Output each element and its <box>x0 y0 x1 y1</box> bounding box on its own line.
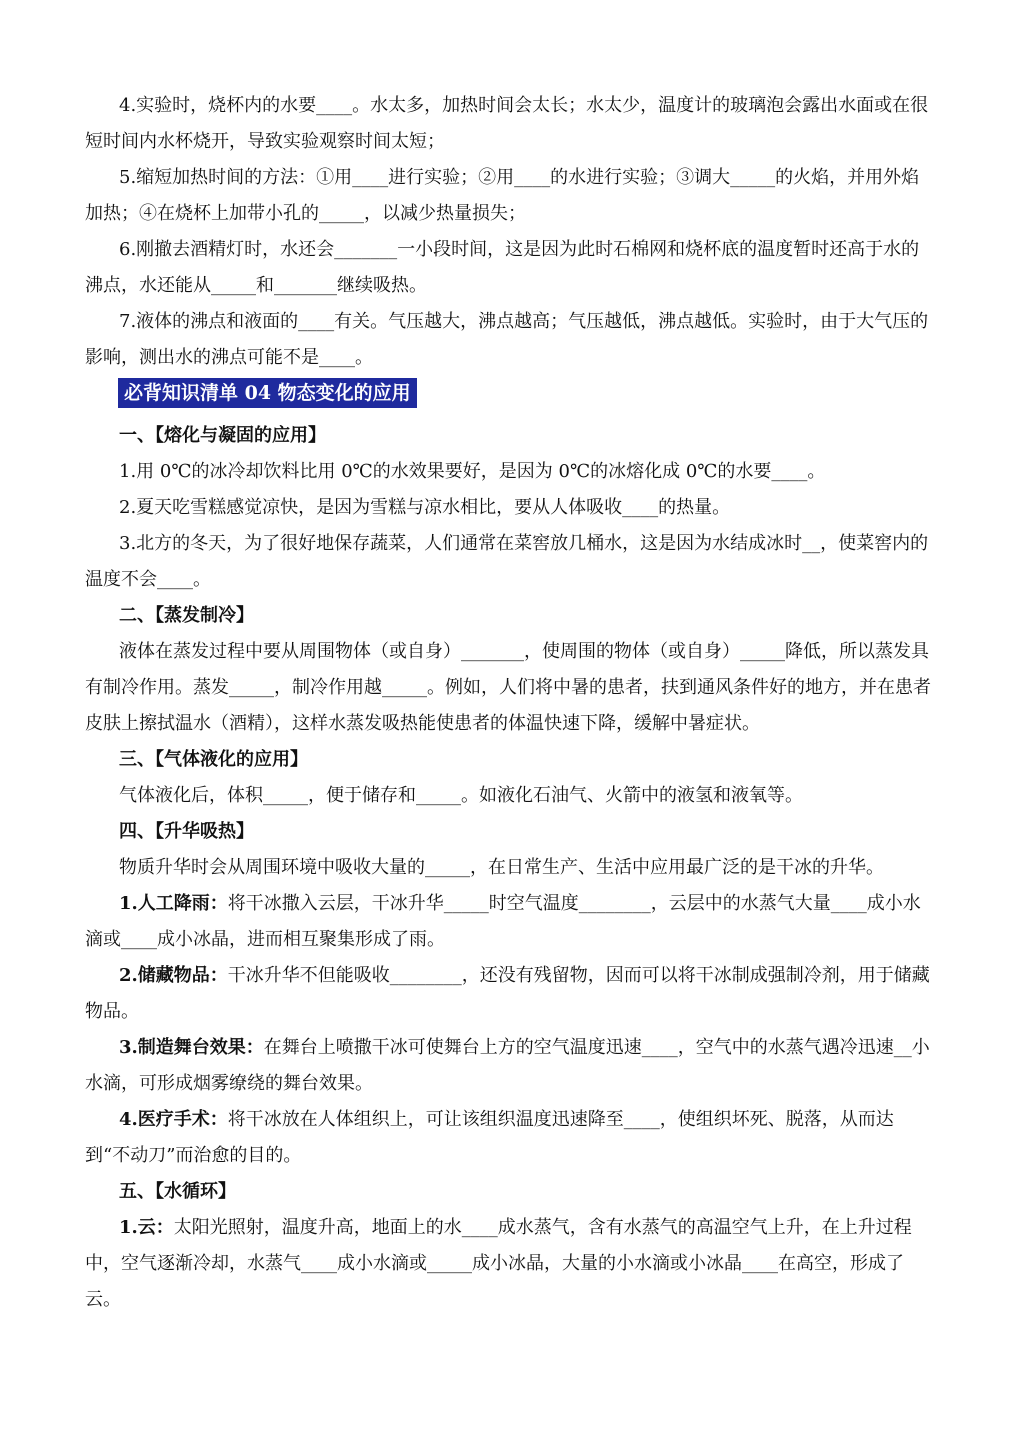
text-surgery: 将干冰放在人体组织上，可让该组织温度迅速降至____，使组织坏死、脱落，从而达到“不动刀”而治愈的目的。 <box>85 1109 894 1166</box>
text-stage-effect: 在舞台上喷撒干冰可使舞台上方的空气温度迅速____，空气中的水蒸气遇冷迅速__小水滴，可形成烟雾缭绕的舞台效果。 <box>85 1037 930 1094</box>
heading-water-cycle: 五、【水循环】 <box>119 1181 236 1202</box>
paragraph-storage <box>85 958 935 1030</box>
text-artificial-rain: 将干冰撒入云层，干冰升华_____时空气温度________，云层中的水蒸气大量____成小水滴或____成小冰晶，进而相互聚集形成了雨。 <box>85 893 921 950</box>
paragraph-item-6: 6.刚撤去酒精灯时，水还会_______一小段时间，这是因为此时石棉网和烧杯底的温度暂时还高于水的沸点，水还能从_____和_______继续吸热。 <box>85 239 920 296</box>
paragraph-cloud <box>85 1210 935 1318</box>
lead-stage-effect: 3.制造舞台效果： <box>119 1037 264 1058</box>
heading-melting-solidification: 一、【熔化与凝固的应用】 <box>119 425 326 446</box>
paragraph-evaporation: 液体在蒸发过程中要从周围物体（或自身）_______，使周围的物体（或自身）_____降低，所以蒸发具有制冷作用。蒸发_____，制冷作用越_____。例如，人们将中暑的患者，扶到通风条件好的地方，并在患者皮肤上擦拭温水（酒精），这样水蒸发吸热能使患者的体温快速下降，缓解中暑症状。 <box>85 641 931 734</box>
lead-storage: 2.储藏物品： <box>119 965 228 986</box>
paragraph-melt-q1: 1.用 0℃的冰冷却饮料比用 0℃的水效果要好，是因为 0℃的冰熔化成 0℃的水要____。 <box>119 461 826 482</box>
paragraph-item-5: 5.缩短加热时间的方法：①用____进行实验；②用____的水进行实验；③调大_____的火焰，并用外焰加热；④在烧杯上加带小孔的_____，以减少热量损失； <box>85 167 920 224</box>
heading-evaporative-cooling: 二、【蒸发制冷】 <box>119 605 254 626</box>
text-cloud: 太阳光照射，温度升高，地面上的水____成水蒸气，含有水蒸气的高温空气上升，在上升过程中，空气逐渐冷却，水蒸气____成小水滴或_____成小冰晶，大量的小水滴或小冰晶____在高空，形成了云。 <box>85 1217 912 1310</box>
paragraph-sublimation-intro: 物质升华时会从周围环境中吸收大量的_____，在日常生产、生活中应用最广泛的是干冰的升华。 <box>119 857 884 878</box>
paragraph-item-4: 4.实验时，烧杯内的水要____。水太多，加热时间会太长；水太少，温度计的玻璃泡会露出水面或在很短时间内水杯烧开，导致实验观察时间太短； <box>85 95 929 152</box>
heading-liquefaction: 三、【气体液化的应用】 <box>119 749 308 770</box>
paragraph-melt-q2: 2.夏天吃雪糕感觉凉快，是因为雪糕与凉水相比，要从人体吸收____的热量。 <box>119 497 731 518</box>
lead-surgery: 4.医疗手术： <box>119 1109 228 1130</box>
paragraph-melt-q3: 3.北方的冬天，为了很好地保存蔬菜，人们通常在菜窖放几桶水，这是因为水结成冰时__，使菜窖内的温度不会____。 <box>85 533 929 590</box>
paragraph-artificial-rain <box>85 886 935 958</box>
lead-artificial-rain: 1.人工降雨： <box>119 893 228 914</box>
paragraph-stage-effect <box>85 1030 935 1102</box>
paragraph-item-7: 7.液体的沸点和液面的____有关。气压越大，沸点越高；气压越低，沸点越低。实验时，由于大气压的影响，测出水的沸点可能不是____。 <box>85 311 929 368</box>
section-banner: 必背知识清单 04 物态变化的应用 <box>118 378 417 408</box>
paragraph-surgery <box>85 1102 935 1174</box>
heading-sublimation: 四、【升华吸热】 <box>119 821 254 842</box>
text-storage: 干冰升华不但能吸收________，还没有残留物，因而可以将干冰制成强制冷剂，用于储藏物品。 <box>85 965 930 1022</box>
paragraph-liquefaction: 气体液化后，体积_____，便于储存和_____。如液化石油气、火箭中的液氢和液氧等。 <box>119 785 803 806</box>
lead-cloud: 1.云： <box>119 1217 174 1238</box>
